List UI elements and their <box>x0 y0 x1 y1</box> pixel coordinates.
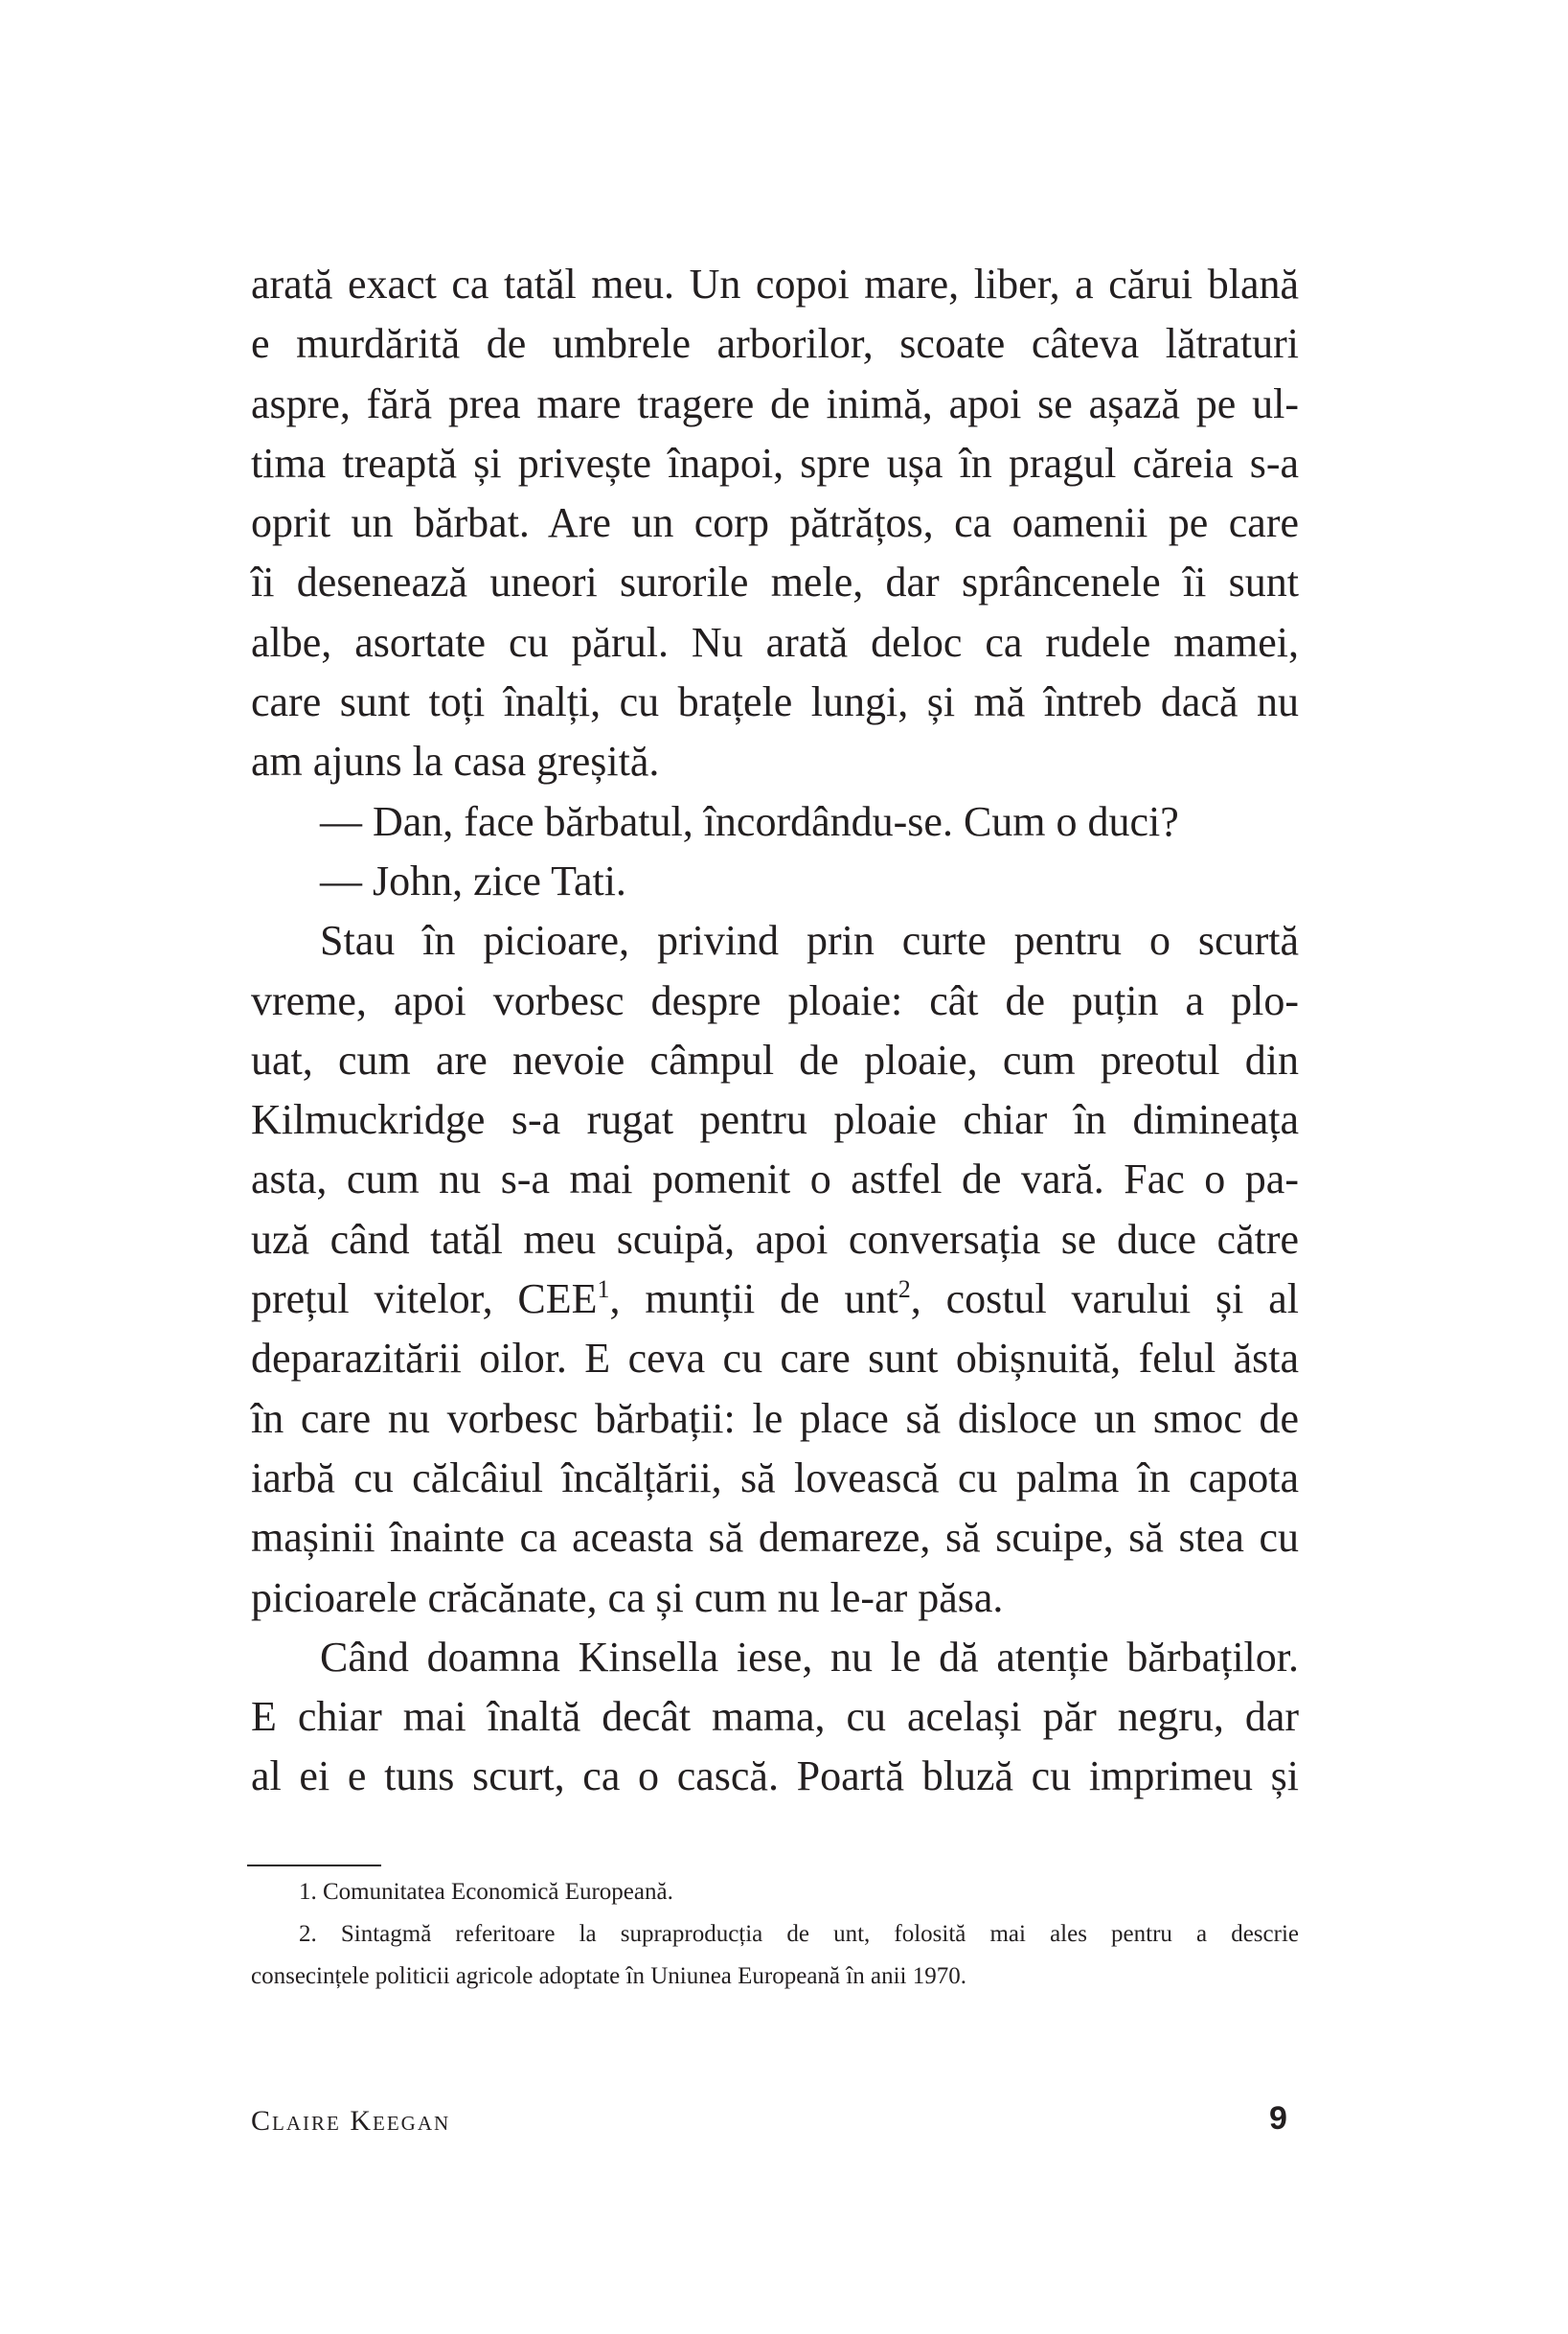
footnote-1: 1. Comunitatea Economică Europeană. <box>299 1879 673 1905</box>
text-line: uză când tatăl meu scuipă, apoi conversația se duce către <box>251 1215 1299 1263</box>
paragraph-start: Stau în picioare, privind prin curte pentru o scurtă <box>320 917 1299 965</box>
text-line: e murdărită de umbrele arborilor, scoate câteva lătraturi <box>251 320 1299 368</box>
paragraph-start: Când doamna Kinsella iese, nu le dă atenție bărbaților. <box>320 1633 1299 1681</box>
text-line: aspre, fără prea mare tragere de inimă, apoi se așază pe ul- <box>251 379 1299 427</box>
text-line: tima treaptă și privește înapoi, spre ușa în pragul căreia s-a <box>251 439 1299 487</box>
text-line: în care nu vorbesc bărbații: le place să disloce un smoc de <box>251 1394 1299 1442</box>
page-number: 9 <box>1269 2100 1287 2137</box>
text-line: albe, asortate cu părul. Nu arată deloc ca rudele mamei, <box>251 618 1299 666</box>
footnote-2-continued: consecințele politicii agricole adoptate în Uniunea Europeană în anii 1970. <box>251 1963 966 1989</box>
footnote-ref-2[interactable]: 2 <box>898 1275 911 1304</box>
text-line: picioarele crăcănate, ca și cum nu le-ar păsa. <box>251 1573 1004 1621</box>
text-line: E chiar mai înaltă decât mama, cu același păr negru, dar <box>251 1693 1299 1741</box>
text-fragment: prețul vitelor, CEE <box>251 1275 598 1323</box>
text-line-with-footnote-refs <box>251 1270 1299 1329</box>
footnote-ref-1[interactable]: 1 <box>597 1275 610 1304</box>
text-fragment: , munții de unt <box>609 1275 898 1323</box>
text-line: îi desenează uneori surorile mele, dar sprâncenele îi sunt <box>251 559 1299 606</box>
text-line: am ajuns la casa greșită. <box>251 738 660 786</box>
text-line: asta, cum nu s-a mai pomenit o astfel de vară. Fac o pa- <box>251 1156 1299 1203</box>
text-line: oprit un bărbat. Are un corp pătrățos, ca oamenii pe care <box>251 499 1299 547</box>
running-footer-author: Claire Keegan <box>251 2105 451 2137</box>
text-line: mașinii înainte ca aceasta să demareze, să scuipe, să stea cu <box>251 1514 1299 1562</box>
footnotes <box>251 1871 1299 1998</box>
text-line: iarbă cu călcâiul încălțării, să lovească cu palma în capota <box>251 1453 1299 1501</box>
text-line: Kilmuckridge s-a rugat pentru ploaie chiar în dimineața <box>251 1096 1299 1144</box>
footnote-divider <box>247 1865 381 1866</box>
body-text <box>251 255 1299 1807</box>
text-line: arată exact ca tatăl meu. Un copoi mare, liber, a cărui blană <box>251 261 1299 308</box>
text-line: care sunt toți înalți, cu brațele lungi, și mă întreb dacă nu <box>251 678 1299 726</box>
text-line: al ei e tuns scurt, ca o cască. Poartă bluză cu imprimeu și <box>251 1752 1299 1800</box>
text-line: deparazitării oilor. E ceva cu care sunt obișnuită, felul ăsta <box>251 1335 1299 1383</box>
text-line: vreme, apoi vorbesc despre ploaie: cât de puțin a plo- <box>251 976 1299 1024</box>
text-line: uat, cum are nevoie câmpul de ploaie, cum preotul din <box>251 1036 1299 1084</box>
text-fragment: , costul varului și al <box>910 1275 1299 1323</box>
footnote-2: 2. Sintagmă referitoare la supraproducția de unt, folosită mai ales pentru a descrie <box>299 1921 1299 1947</box>
dialogue-line: — John, zice Tati. <box>320 857 626 904</box>
dialogue-line: — Dan, face bărbatul, încordându-se. Cum o duci? <box>320 797 1179 845</box>
